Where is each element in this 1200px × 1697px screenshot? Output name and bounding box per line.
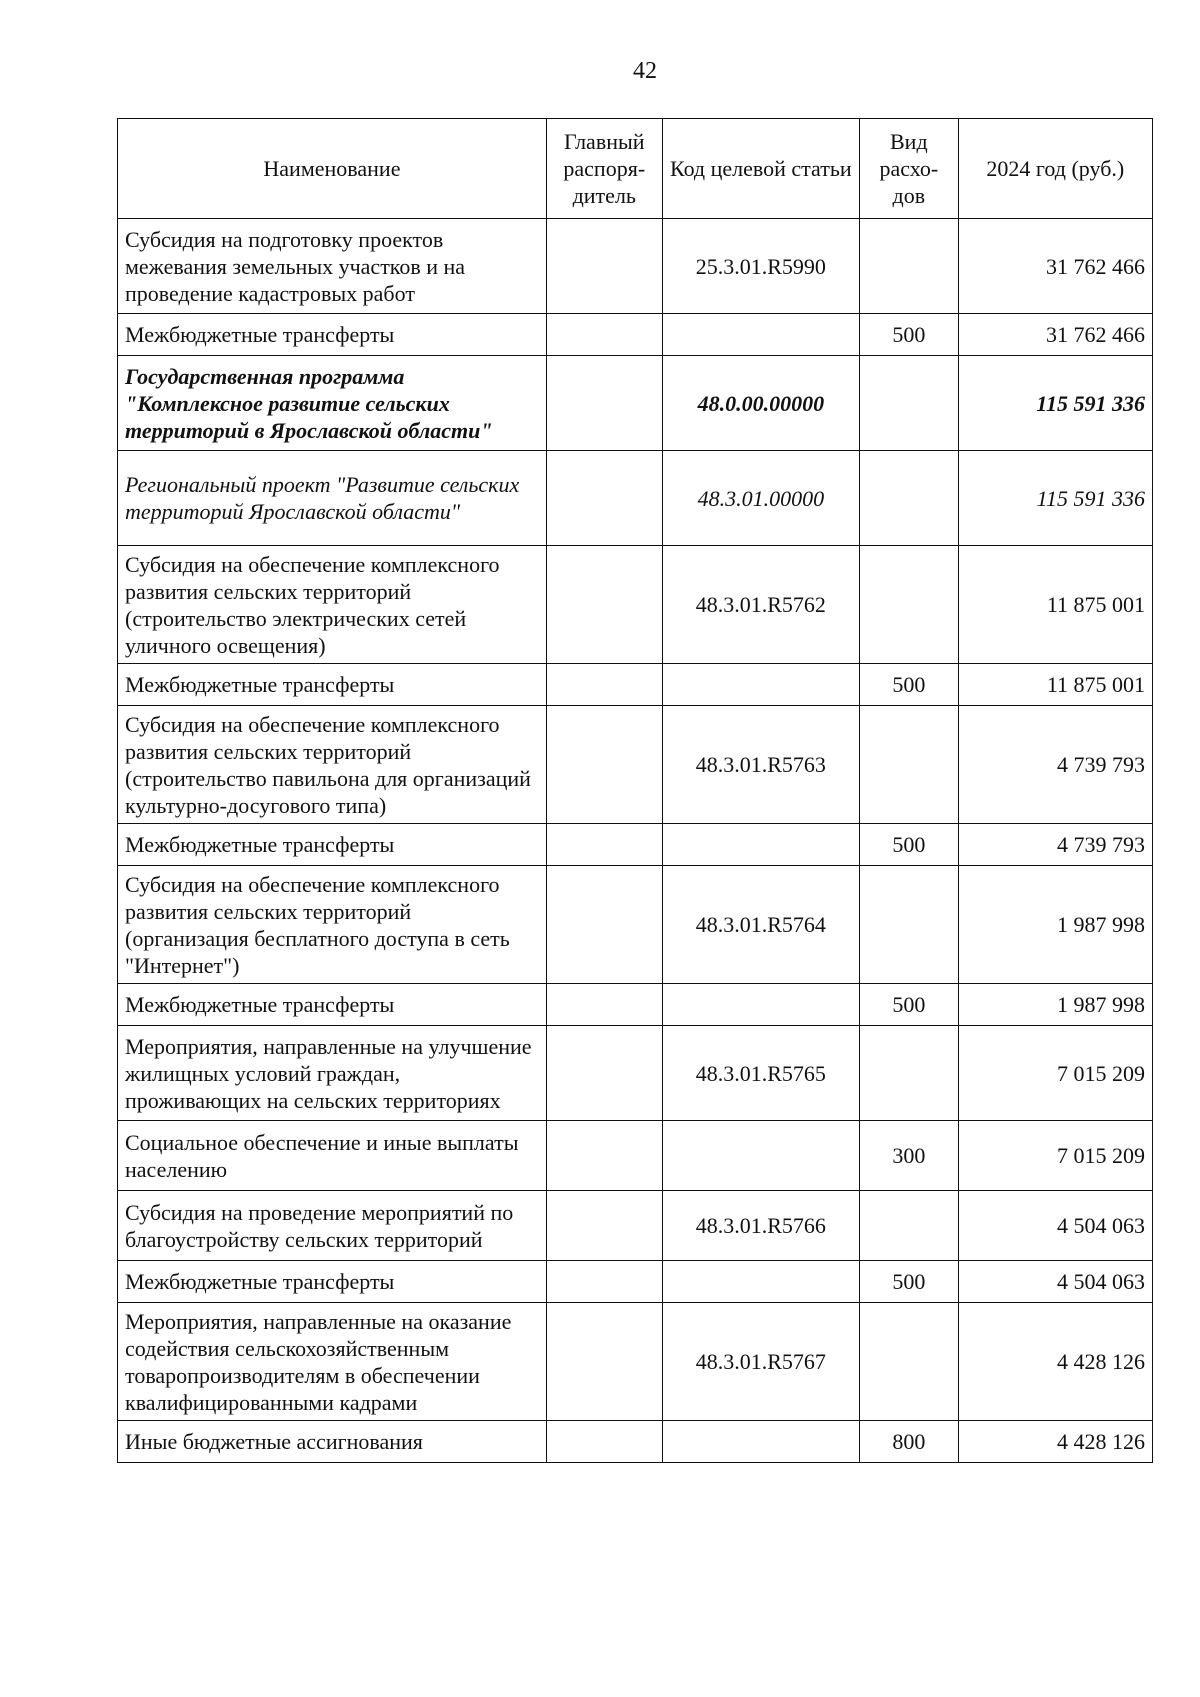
cell-expense-type (860, 546, 959, 664)
cell-expense-type: 500 (860, 1261, 959, 1303)
cell-name: Социальное обеспечение и иные выплаты населению (118, 1121, 547, 1191)
table-row (118, 866, 1153, 984)
cell-name: Межбюджетные трансферты (118, 664, 547, 706)
cell-code (662, 824, 859, 866)
cell-admin (546, 1421, 662, 1463)
table-row (118, 314, 1153, 356)
cell-expense-type: 500 (860, 824, 959, 866)
table-row (118, 356, 1153, 451)
cell-code: 48.3.01.R5765 (662, 1026, 859, 1121)
cell-expense-type: 300 (860, 1121, 959, 1191)
cell-amount: 1 987 998 (958, 866, 1152, 984)
table-row (118, 546, 1153, 664)
cell-amount: 1 987 998 (958, 984, 1152, 1026)
cell-admin (546, 824, 662, 866)
cell-expense-type (860, 1026, 959, 1121)
budget-table (117, 118, 1153, 1463)
cell-name: Субсидия на обеспечение комплексного развития сельских территорий (организация бесплатного доступа в сеть "Интернет") (118, 866, 547, 984)
table-row (118, 1261, 1153, 1303)
cell-code: 48.0.00.00000 (662, 356, 859, 451)
cell-code (662, 1121, 859, 1191)
cell-admin (546, 356, 662, 451)
table-body (118, 219, 1153, 1463)
cell-amount: 4 428 126 (958, 1421, 1152, 1463)
table-header-row (118, 119, 1153, 219)
cell-admin (546, 451, 662, 546)
cell-amount: 115 591 336 (958, 356, 1152, 451)
cell-code: 48.3.01.R5762 (662, 546, 859, 664)
table-row (118, 1421, 1153, 1463)
cell-code (662, 314, 859, 356)
header-name: Наименование (118, 119, 547, 219)
cell-expense-type (860, 1191, 959, 1261)
cell-expense-type: 500 (860, 984, 959, 1026)
cell-code: 48.3.01.R5766 (662, 1191, 859, 1261)
cell-amount: 7 015 209 (958, 1026, 1152, 1121)
cell-admin (546, 1191, 662, 1261)
header-admin: Главный распоря-дитель (546, 119, 662, 219)
table-row (118, 984, 1153, 1026)
cell-name: Субсидия на обеспечение комплексного развития сельских территорий (строительство павильона для организаций культурно-досугового типа) (118, 706, 547, 824)
table-row (118, 824, 1153, 866)
cell-expense-type: 500 (860, 664, 959, 706)
cell-admin (546, 1121, 662, 1191)
cell-name: Межбюджетные трансферты (118, 314, 547, 356)
header-code: Код целевой статьи (662, 119, 859, 219)
cell-name: Субсидия на обеспечение комплексного развития сельских территорий (строительство электрических сетей уличного освещения) (118, 546, 547, 664)
cell-amount: 31 762 466 (958, 314, 1152, 356)
cell-amount: 4 504 063 (958, 1191, 1152, 1261)
cell-name: Межбюджетные трансферты (118, 824, 547, 866)
cell-admin (546, 546, 662, 664)
cell-amount: 4 739 793 (958, 706, 1152, 824)
cell-expense-type (860, 706, 959, 824)
cell-name: Иные бюджетные ассигнования (118, 1421, 547, 1463)
cell-amount: 4 428 126 (958, 1303, 1152, 1421)
table-row (118, 1303, 1153, 1421)
table-row (118, 1026, 1153, 1121)
cell-name: Субсидия на подготовку проектов межевания земельных участков и на проведение кадастровых работ (118, 219, 547, 314)
cell-code: 48.3.01.R5767 (662, 1303, 859, 1421)
cell-amount: 4 504 063 (958, 1261, 1152, 1303)
table-row (118, 219, 1153, 314)
cell-code: 48.3.01.R5763 (662, 706, 859, 824)
cell-expense-type: 500 (860, 314, 959, 356)
cell-expense-type: 800 (860, 1421, 959, 1463)
cell-amount: 31 762 466 (958, 219, 1152, 314)
cell-admin (546, 1261, 662, 1303)
header-expense-type: Вид расхо-дов (860, 119, 959, 219)
table-row (118, 664, 1153, 706)
header-amount: 2024 год (руб.) (958, 119, 1152, 219)
cell-code: 25.3.01.R5990 (662, 219, 859, 314)
table-row (118, 1191, 1153, 1261)
cell-admin (546, 706, 662, 824)
cell-admin (546, 664, 662, 706)
table-row (118, 451, 1153, 546)
cell-expense-type (860, 866, 959, 984)
cell-name: Межбюджетные трансферты (118, 1261, 547, 1303)
cell-admin (546, 1303, 662, 1421)
cell-amount: 4 739 793 (958, 824, 1152, 866)
cell-amount: 11 875 001 (958, 664, 1152, 706)
cell-name: Государственная программа "Комплексное развитие сельских территорий в Ярославской области" (118, 356, 547, 451)
cell-code (662, 984, 859, 1026)
cell-admin (546, 866, 662, 984)
cell-expense-type (860, 451, 959, 546)
cell-amount: 11 875 001 (958, 546, 1152, 664)
cell-name: Региональный проект "Развитие сельских территорий Ярославской области" (118, 451, 547, 546)
cell-code (662, 1261, 859, 1303)
cell-code: 48.3.01.00000 (662, 451, 859, 546)
cell-expense-type (860, 356, 959, 451)
cell-admin (546, 984, 662, 1026)
cell-admin (546, 1026, 662, 1121)
cell-name: Межбюджетные трансферты (118, 984, 547, 1026)
cell-code (662, 664, 859, 706)
cell-name: Субсидия на проведение мероприятий по благоустройству сельских территорий (118, 1191, 547, 1261)
cell-code: 48.3.01.R5764 (662, 866, 859, 984)
cell-name: Мероприятия, направленные на оказание содействия сельскохозяйственным товаропроизводителям в обеспечении квалифицированными кадрами (118, 1303, 547, 1421)
page-number: 42 (633, 58, 657, 84)
cell-amount: 115 591 336 (958, 451, 1152, 546)
cell-admin (546, 219, 662, 314)
cell-expense-type (860, 1303, 959, 1421)
table-row (118, 1121, 1153, 1191)
table-row (118, 706, 1153, 824)
cell-amount: 7 015 209 (958, 1121, 1152, 1191)
cell-expense-type (860, 219, 959, 314)
cell-name: Мероприятия, направленные на улучшение жилищных условий граждан, проживающих на сельских территориях (118, 1026, 547, 1121)
cell-code (662, 1421, 859, 1463)
cell-admin (546, 314, 662, 356)
